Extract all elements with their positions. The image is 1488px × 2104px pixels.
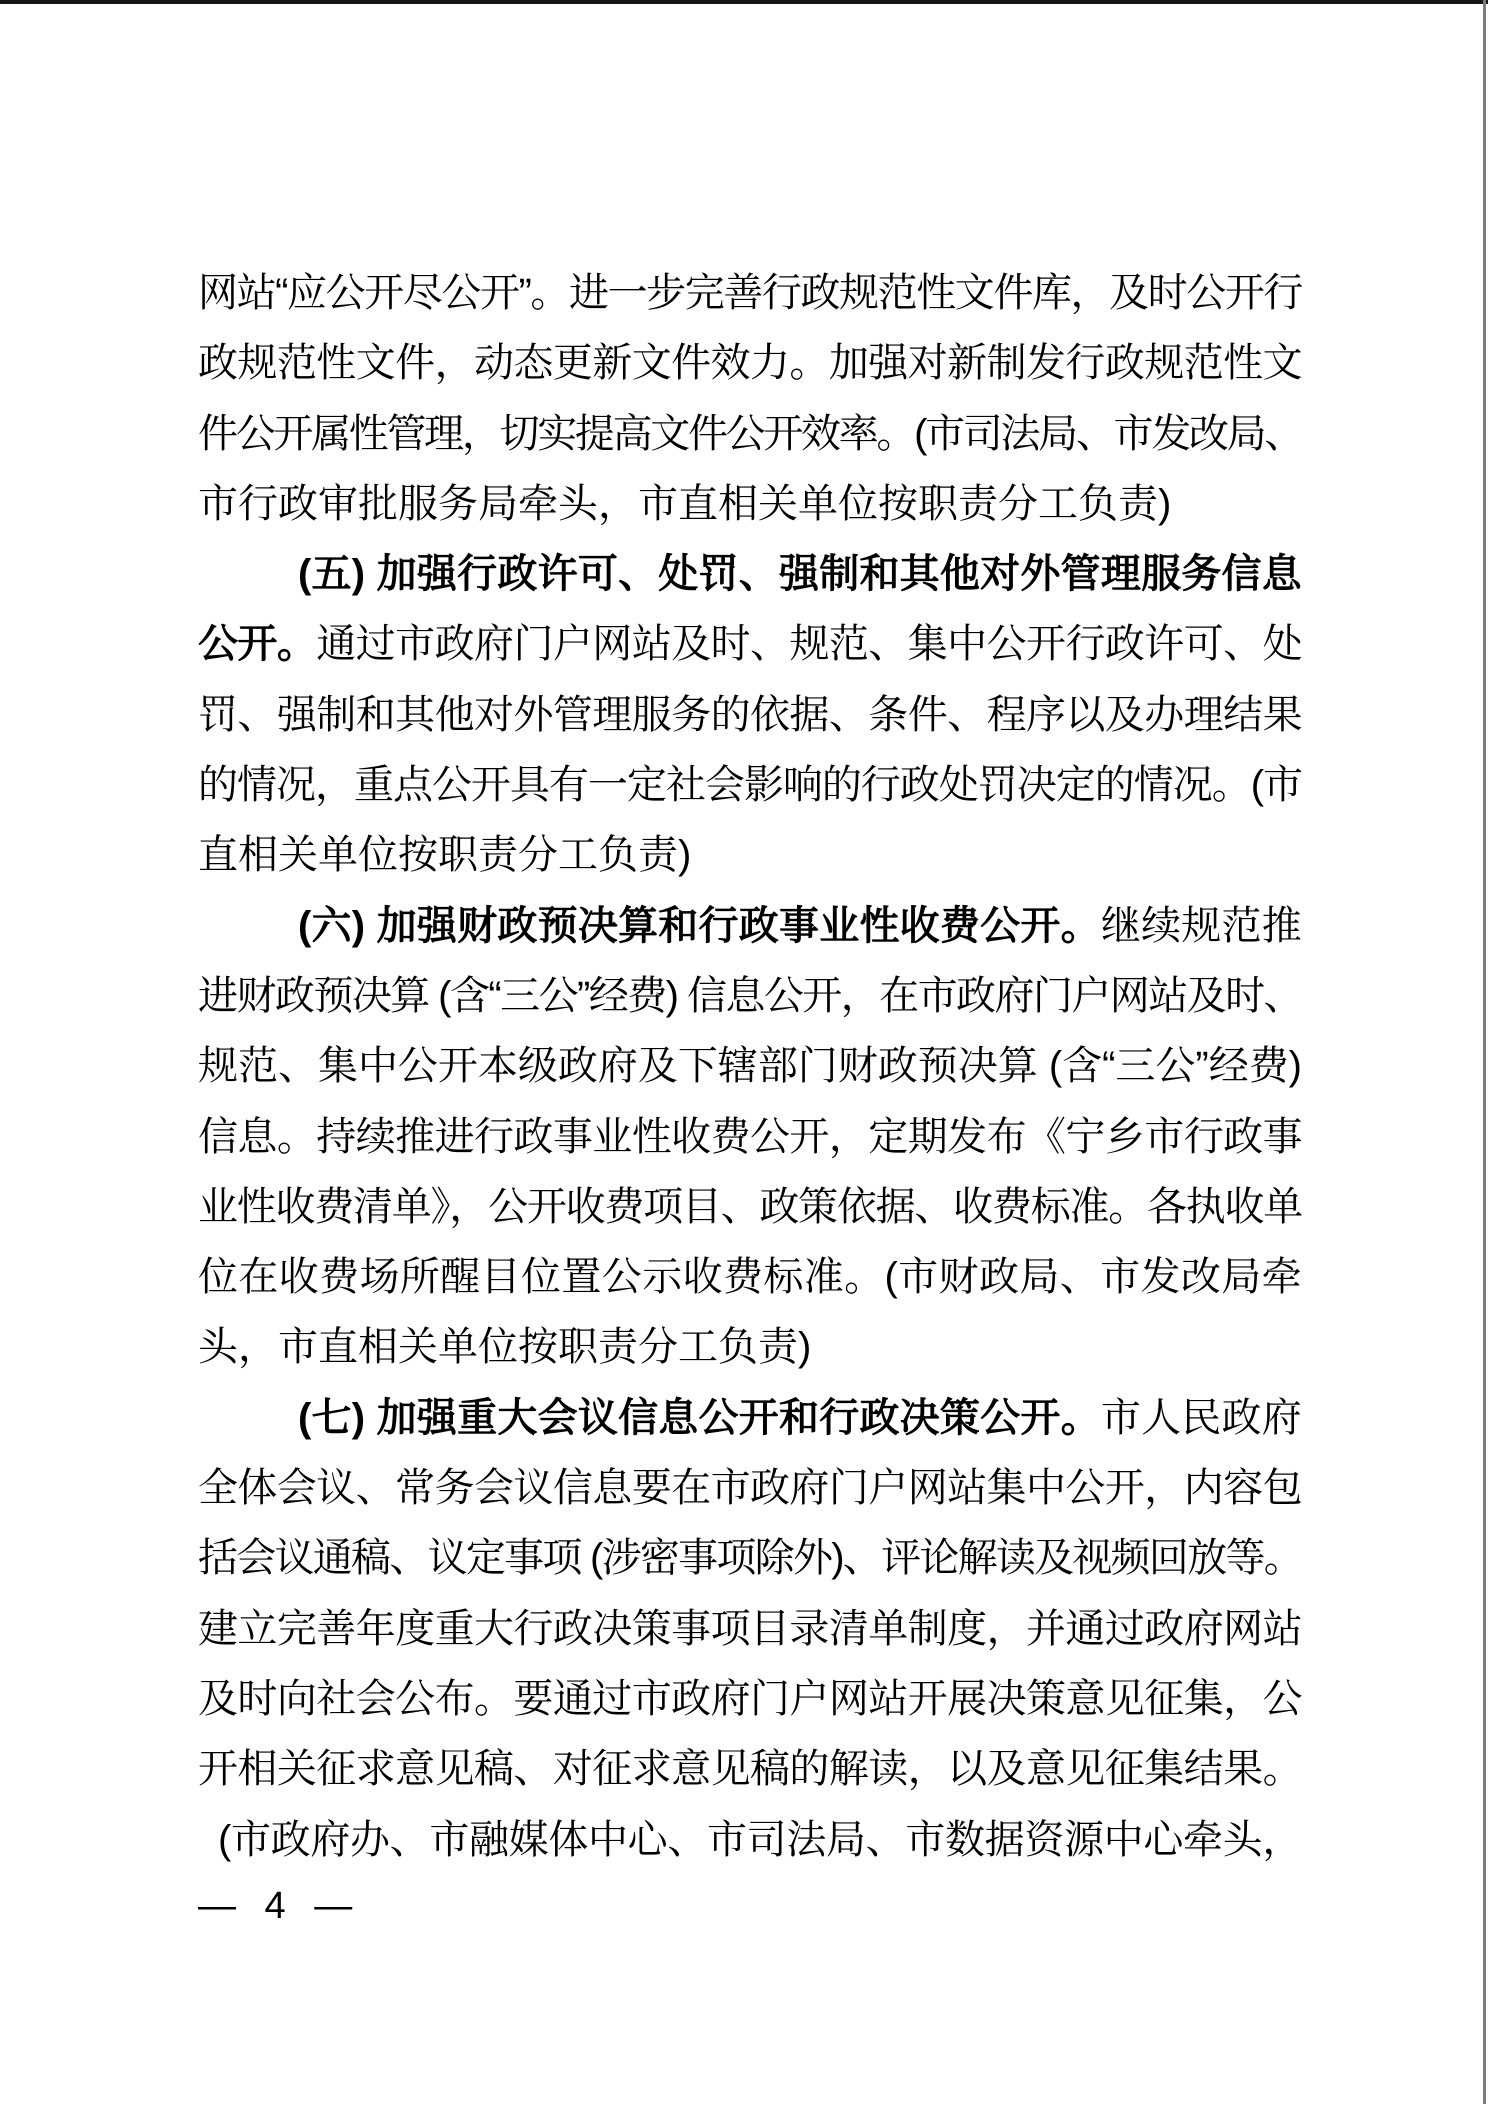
text-run: 的情况，重点公开具有一定社会影响的行政处罚决定的情况。(市: [198, 763, 1302, 808]
text-run: 建立完善年度重大行政决策事项目录清单制度，并通过政府网站: [198, 1606, 1302, 1651]
text-run: 件公开属性管理，切实提高文件公开效率。(市司法局、市发改局、: [198, 411, 1302, 456]
text-line-content: [198, 341, 1302, 385]
text-line: [198, 891, 1302, 961]
text-line: [198, 1242, 1302, 1312]
text-line-content: [198, 833, 691, 877]
text-run: 位在收费场所醒目位置公示收费标准。(市财政局、市发改局牵: [198, 1255, 1302, 1300]
text-line-content: [198, 1255, 1302, 1299]
text-run: 开相关征求意见稿、对征求意见稿的解读，以及意见征集结果。: [198, 1747, 1302, 1792]
text-run: 市行政审批服务局牵头，市直相关单位按职责分工负责): [198, 481, 1172, 526]
text-line: [198, 539, 1302, 609]
text-run-bold: 公开。: [198, 622, 317, 667]
text-line: [198, 1594, 1302, 1664]
text-line-content: [198, 1677, 1302, 1721]
text-line: [198, 399, 1302, 469]
text-run: 网站“应公开尽公开”。进一步完善行政规范性文件库，及时公开行: [198, 271, 1302, 315]
text-line-content: [198, 1747, 1302, 1791]
text-line: [198, 258, 1302, 328]
text-line: [198, 1523, 1302, 1593]
text-line-content: [298, 552, 1302, 596]
text-line: [198, 1664, 1302, 1734]
text-line-content: [218, 1818, 1302, 1862]
text-run: 头，市直相关单位按职责分工负责): [198, 1325, 812, 1370]
text-line: [198, 609, 1302, 679]
text-line-content: [198, 482, 1171, 526]
text-run-bold: (七) 加强重大会议信息公开和行政决策公开。: [298, 1395, 1101, 1440]
text-line-content: [198, 1115, 1302, 1159]
text-line: [198, 328, 1302, 398]
text-run: (市政府办、市融媒体中心、市司法局、市数据资源中心牵头，: [218, 1817, 1302, 1862]
text-line: [198, 820, 1302, 890]
document-body: [198, 258, 1302, 1875]
text-line: [198, 1312, 1302, 1382]
text-run-bold: (六) 加强财政预决算和行政事业性收费公开。: [298, 903, 1101, 948]
text-line-content: [198, 1325, 811, 1369]
text-run: 市人民政府: [1100, 1395, 1302, 1440]
text-line: [198, 469, 1302, 539]
text-line: [198, 1172, 1302, 1242]
text-run: 及时向社会公布。要通过市政府门户网站开展决策意见征集，公: [198, 1676, 1302, 1721]
text-line: [198, 1031, 1302, 1101]
text-line: [198, 1102, 1302, 1172]
text-line-content: [198, 1185, 1302, 1229]
text-line-content: [298, 904, 1302, 948]
text-line: [198, 680, 1302, 750]
text-line-content: [198, 1536, 1302, 1580]
text-run: 通过市政府门户网站及时、规范、集中公开行政许可、处: [316, 622, 1303, 667]
text-line: [198, 961, 1302, 1031]
text-line: [198, 1383, 1302, 1453]
text-line-content: [198, 271, 1302, 315]
text-line-content: [198, 1466, 1302, 1510]
text-run: 全体会议、常务会议信息要在市政府门户网站集中公开，内容包: [198, 1466, 1302, 1511]
text-line-content: [298, 1396, 1302, 1440]
text-line: [198, 750, 1302, 820]
text-run: 进财政预决算 (含“三公”经费) 信息公开，在市政府门户网站及时、: [198, 973, 1302, 1018]
text-line: [198, 1453, 1302, 1523]
text-line-content: [198, 622, 1302, 666]
text-run: 规范、集中公开本级政府及下辖部门财政预决算 (含“三公”经费): [198, 1044, 1302, 1089]
text-line-content: [198, 1607, 1302, 1651]
text-run: 信息。持续推进行政事业性收费公开，定期发布《宁乡市行政事: [198, 1114, 1302, 1159]
text-run-bold: (五) 加强行政许可、处罚、强制和其他对外管理服务信息: [298, 552, 1302, 597]
text-run: 继续规范推: [1100, 903, 1302, 948]
text-line-content: [198, 412, 1302, 456]
scan-right-edge: [1483, 0, 1486, 2104]
text-line-content: [198, 1044, 1302, 1088]
text-run: 罚、强制和其他对外管理服务的依据、条件、程序以及办理结果: [198, 692, 1302, 737]
text-line-content: [198, 763, 1302, 807]
text-line: [198, 1805, 1302, 1875]
text-run: 直相关单位按职责分工负责): [198, 833, 692, 878]
text-line-content: [198, 974, 1302, 1018]
text-run: 括会议通稿、议定事项 (涉密事项除外)、评论解读及视频回放等。: [198, 1536, 1302, 1581]
text-run: 政规范性文件，动态更新文件效力。加强对新制发行政规范性文: [198, 341, 1302, 386]
page-number: — 4 —: [198, 1885, 357, 1927]
text-run: 业性收费清单》，公开收费项目、政策依据、收费标准。各执收单: [198, 1184, 1302, 1229]
scan-top-edge: [0, 0, 1488, 4]
text-line-content: [198, 693, 1302, 737]
text-line: [198, 1734, 1302, 1804]
